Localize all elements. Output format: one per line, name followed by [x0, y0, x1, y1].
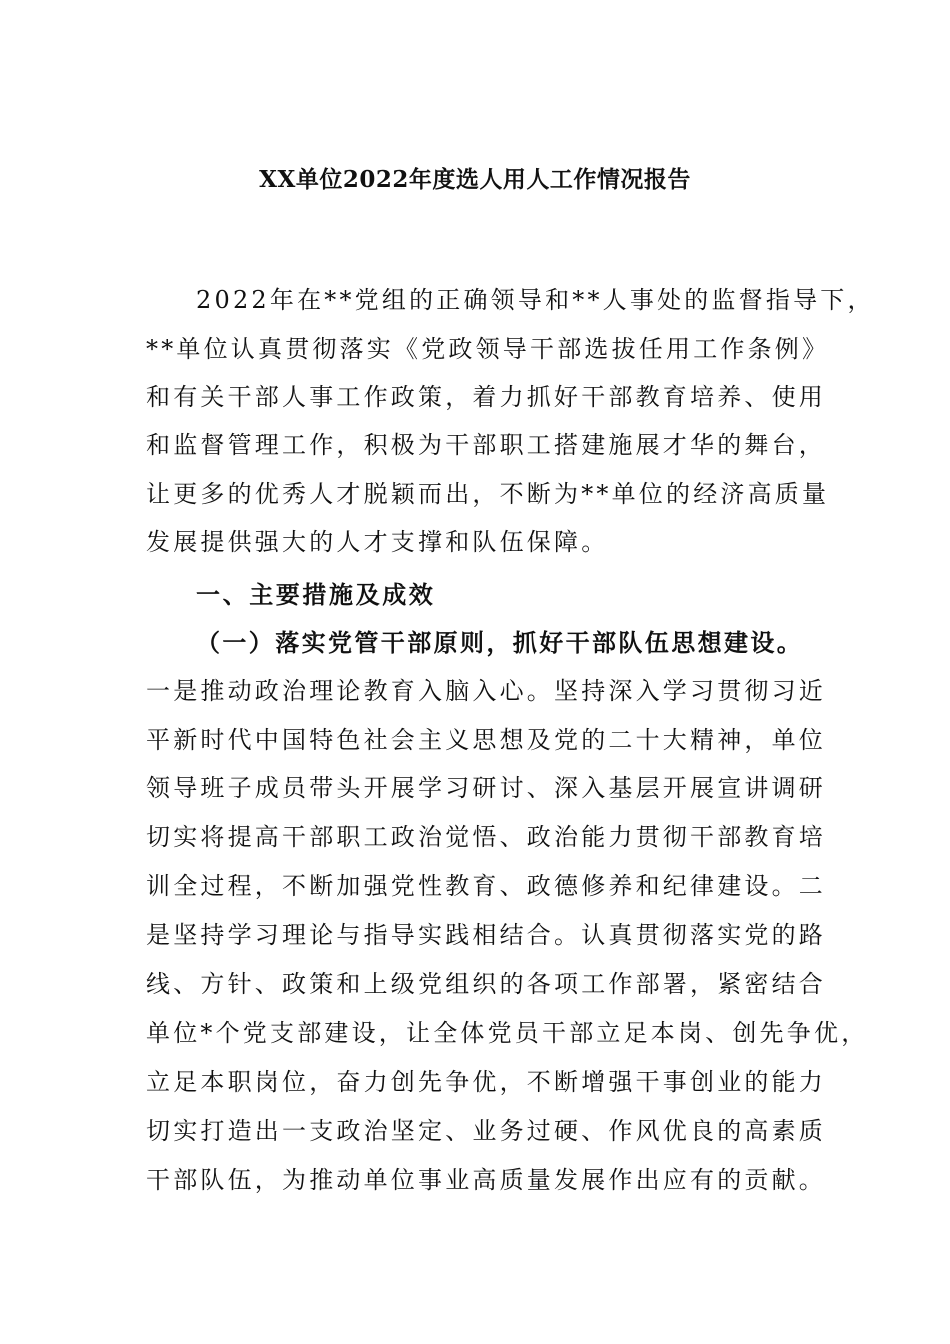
body-line-8: 单位*个党支部建设，让全体党员干部立足本岗、创先争优， — [146, 1019, 869, 1047]
document-title: XX单位2022年度选人用人工作情况报告 — [259, 166, 691, 193]
body-line-3: 领导班子成员带头开展学习研讨、深入基层开展宣讲调研 — [146, 774, 826, 802]
intro-line-3: 和有关干部人事工作政策，着力抓好干部教育培养、使用 — [146, 383, 826, 411]
body-line-4: 切实将提高干部职工政治觉悟、政治能力贯彻干部教育培 — [146, 823, 826, 851]
intro-line-2: **单位认真贯彻落实《党政领导干部选拔任用工作条例》 — [146, 335, 830, 363]
body-line-7: 线、方针、政策和上级党组织的各项工作部署，紧密结合 — [146, 970, 826, 998]
body-line-9: 立足本职岗位，奋力创先争优，不断增强干事创业的能力 — [146, 1068, 826, 1096]
body-line-1: 一是推动政治理论教育入脑入心。坚持深入学习贯彻习近 — [146, 677, 826, 705]
body-line-2: 平新时代中国特色社会主义思想及党的二十大精神，单位 — [146, 726, 826, 754]
intro-line-4: 和监督管理工作，积极为干部职工搭建施展才华的舞台， — [146, 431, 826, 459]
subsection-1-heading: （一）落实党管干部原则，抓好干部队伍思想建设。 — [196, 628, 804, 657]
intro-line-6: 发展提供强大的人才支撑和队伍保障。 — [146, 528, 609, 556]
intro-line-1: 2022年在**党组的正确领导和**人事处的监督指导下， — [196, 286, 875, 314]
body-line-11: 干部队伍，为推动单位事业高质量发展作出应有的贡献。 — [146, 1166, 826, 1194]
body-line-5: 训全过程，不断加强党性教育、政德修养和纪律建设。二 — [146, 872, 826, 900]
body-line-6: 是坚持学习理论与指导实践相结合。认真贯彻落实党的路 — [146, 921, 826, 949]
section-1-heading: 一、主要措施及成效 — [196, 581, 436, 609]
body-line-10: 切实打造出一支政治坚定、业务过硬、作风优良的高素质 — [146, 1117, 826, 1145]
intro-line-5: 让更多的优秀人才脱颖而出，不断为**单位的经济高质量 — [146, 480, 830, 508]
